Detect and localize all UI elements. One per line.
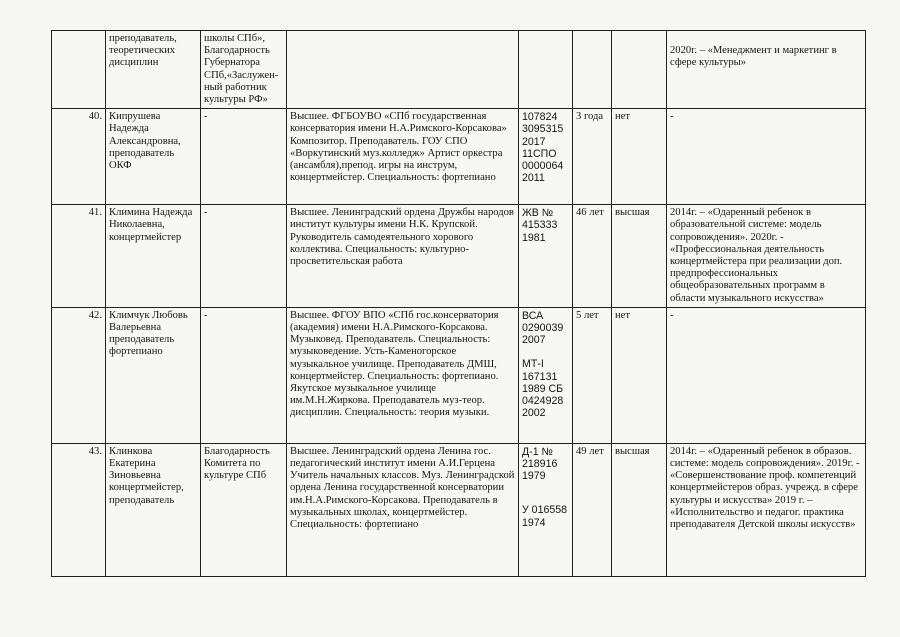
name-position-cell: Климчук Любовь Валерьевна преподаватель фортепиано	[106, 307, 201, 443]
row-number-cell: 43.	[52, 443, 106, 576]
courses-cell: 2014г. – «Одаренный ребенок в образовательной системе: модель сопровождения». 2020г. - «Профессиональная деятельность концертмейстера при реализации доп. предпрофессиональных общеобразовательных программ в области музыкального искусства»	[667, 205, 866, 308]
diploma-text: ВСА 0290039 2007	[522, 309, 564, 347]
row-number-cell: 41.	[52, 205, 106, 308]
diploma-cell	[519, 31, 573, 109]
table-row	[52, 307, 866, 443]
awards-cell: -	[201, 307, 287, 443]
diploma-text-second: У 016558 1974	[522, 504, 568, 529]
name-position-cell: Климина Надежда Николаевна, концертмейстер	[106, 205, 201, 308]
row-number-cell: 42.	[52, 307, 106, 443]
diploma-cell	[519, 109, 573, 205]
courses-text: 2020г. – «Менеджмент и маркетинг в сфере культуры»	[670, 45, 837, 69]
diploma-cell	[519, 205, 573, 308]
experience-cell: 46 лет	[573, 205, 612, 308]
awards-cell: школы СПб», Благодарность Губернатора СПб,«Заслужен-ный работник культуры РФ»	[201, 31, 287, 109]
name-position-cell: преподаватель, теоретических дисциплин	[106, 31, 201, 109]
category-cell: высшая	[612, 205, 667, 308]
category-cell: нет	[612, 307, 667, 443]
category-cell	[612, 31, 667, 109]
education-cell: Высшее. ФГОУ ВПО «СПб гос.консерватория (академия) имени Н.А.Римского-Корсакова. Музыковед. Преподаватель. Специальность: музыковедение. Усть-Каменогорское музыкальное училище. Преподаватель ДМШ, концертмейстер. Специальность: фортепиано. Якутское музыкальное училище им.М.Н.Жиркова. Преподаватель муз-теор. дисциплин. Специальность: теория музыки.	[287, 307, 519, 443]
category-cell: высшая	[612, 443, 667, 576]
courses-cell	[667, 31, 866, 109]
diploma-text: ЖВ № 415333 1981	[522, 207, 558, 244]
diploma-text-second: МТ-I 167131 1989 СБ 0424928 2002	[522, 358, 564, 420]
row-number-cell	[52, 31, 106, 109]
table-row	[52, 443, 866, 576]
diploma-text: Д-1 № 218916 1979	[522, 445, 558, 483]
education-cell: Высшее. Ленинградский ордена Ленина гос. педагогический институт имени А.И.Герцена Учитель начальных классов. Муз. Ленинградской ордена Ленина государственной консерватории им.Н.А.Римского-Корсакова. Преподаватель в музыкальных школах, концертмейстер. Специальность: фортепиано	[287, 443, 519, 576]
courses-cell: -	[667, 307, 866, 443]
education-cell	[287, 31, 519, 109]
table-row	[52, 31, 866, 109]
category-cell: нет	[612, 109, 667, 205]
diploma-text: 107824 3095315 2017 11СПО 0000064 2011	[522, 111, 564, 185]
experience-cell: 3 года	[573, 109, 612, 205]
experience-cell: 49 лет	[573, 443, 612, 576]
courses-cell: -	[667, 109, 866, 205]
staff-table	[51, 30, 866, 577]
courses-cell: 2014г. – «Одаренный ребенок в образов. системе: модель сопровождения». 2019г. - «Совершенствование проф. компетенций концертмейстеров образ. учрежд. в сфере культуры и искусства» 2019 г. – «Исполнительство и педагог. практика преподавателя Детской школы искусств»	[667, 443, 866, 576]
table-row	[52, 205, 866, 308]
education-cell: Высшее. ФГБОУВО «СПб государственная консерватория имени Н.А.Римского-Корсакова» Композитор. Преподаватель. ГОУ СПО «Воркутинский муз.колледж» Артист оркестра (ансамбля),препод. игры на инструм, концертмейстер. Специальность: фортепиано	[287, 109, 519, 205]
awards-cell: Благодарность Комитета по культуре СПб	[201, 443, 287, 576]
diploma-cell	[519, 307, 573, 443]
name-position-cell: Кипрушева Надежда Александровна, преподаватель ОКФ	[106, 109, 201, 205]
diploma-cell	[519, 443, 573, 576]
education-cell: Высшее. Ленинградский ордена Дружбы народов институт культуры имени Н.К. Крупской. Руководитель самодеятельного хорового коллектива. Специальность: культурно-просветительская работа	[287, 205, 519, 308]
table-row	[52, 109, 866, 205]
row-number-cell: 40.	[52, 109, 106, 205]
name-position-cell: Клинкова Екатерина Зиновьевна концертмейстер, преподаватель	[106, 443, 201, 576]
awards-cell: -	[201, 205, 287, 308]
awards-cell: -	[201, 109, 287, 205]
experience-cell: 5 лет	[573, 307, 612, 443]
experience-cell	[573, 31, 612, 109]
